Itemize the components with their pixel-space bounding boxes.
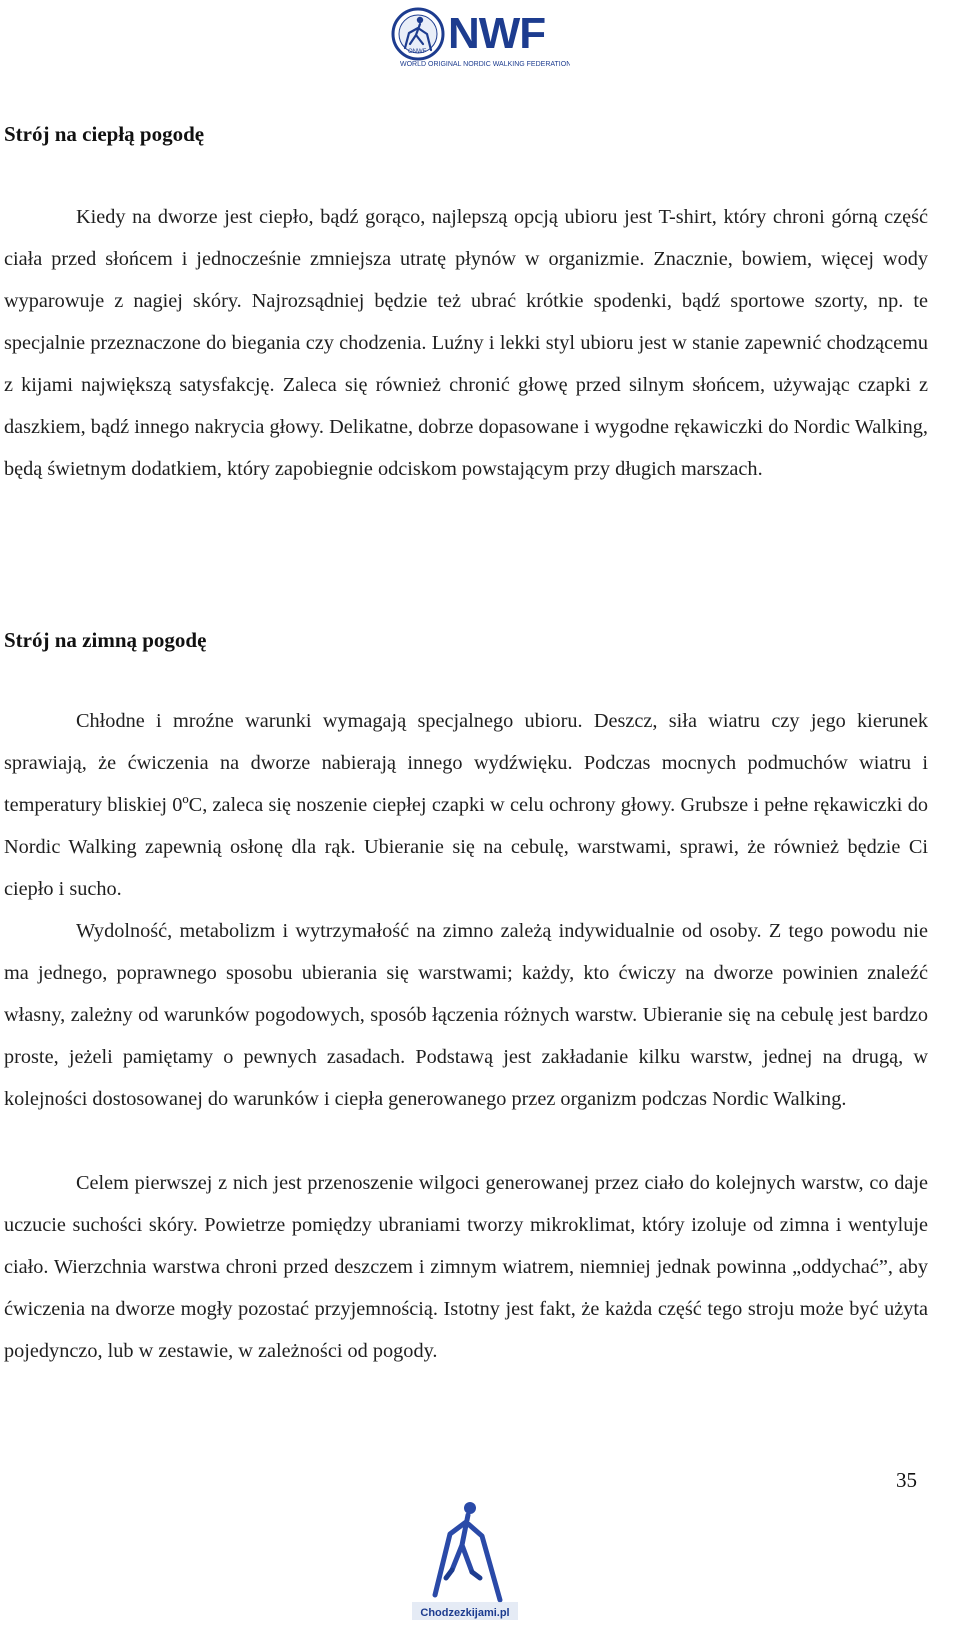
section-heading-cold: Strój na zimną pogodę (4, 628, 207, 652)
logo-mark-text: NWF (448, 9, 546, 58)
section-heading-warm: Strój na ciepłą pogodę (4, 122, 205, 146)
logo-badge-text: ONWF (408, 49, 427, 55)
chodzezkijami-logo (410, 1500, 520, 1622)
paragraph-cold-2: Wydolność, metabolizm i wytrzymałość na zimno zależą indywidualnie od osoby. Z tego powodu nie ma jednego, poprawnego sposobu ubierania się warstwami; każdy, kto ćwiczy na dworze powinien znaleźć własny, zależny od warunków pogodowych, sposób łączenia różnych warstw. Ubieranie się na cebulę jest bardzo proste, jeżeli pamiętamy o pewnych zasadach. Podstawą jest zakładanie kilku warstw, jednej na drugą, w kolejności dostosowanej do warunków i ciepła generowanego przez organizm podczas Nordic Walking. (4, 920, 928, 1110)
paragraph-warm-1: Kiedy na dworze jest ciepło, bądź gorąco, najlepszą opcją ubioru jest T-shirt, który chroni górną część ciała przed słońcem i jednocześnie zmniejsza utratę płynów w organizmie. Znacznie, bowiem, więcej wody wyparowuje z nagiej skóry. Najrozsądniej będzie też ubrać krótkie spodenki, bądź sportowe szorty, np. te specjalnie przeznaczone do biegania czy chodzenia. Luźny i lekki styl ubioru jest w stanie zapewnić chodzącemu z kijami największą satysfakcję. Zaleca się również chronić głowę przed silnym słońcem, używając czapki z daszkiem, bądź innego nakrycia głowy. Delikatne, dobrze dopasowane i wygodne rękawiczki do Nordic Walking, będą świetnym dodatkiem, który zapobiegnie odciskom powstającym przy długich marszach. (4, 206, 928, 480)
logo-caption-text: WORLD ORIGINAL NORDIC WALKING FEDERATION (400, 61, 570, 68)
footer-logo-text: Chodzezkijami.pl (420, 1607, 510, 1619)
paragraph-cold-3: Celem pierwszej z nich jest przenoszenie wilgoci generowanej przez ciało do kolejnych warstw, co daje uczucie suchości skóry. Powietrze pomiędzy ubraniami tworzy mikroklimat, który izoluje od zimna i wentyluje ciało. Wierzchnia warstwa chroni przed deszczem i zimnym wiatrem, niemniej jednak powinna „oddychać”, aby ćwiczenia na dworze mogły pozostać przyjemnością. Istotny jest fakt, że każda część tego stroju może być użyta pojedynczo, lub w zestawie, w zależności od pogody. (4, 1172, 928, 1362)
page-number: 35 (896, 1468, 917, 1492)
paragraph-cold-1: Chłodne i mroźne warunki wymagają specjalnego ubioru. Deszcz, siła wiatru czy jego kierunek sprawiają, że ćwiczenia na dworze nabierają innego wydźwięku. Podczas mocnych podmuchów wiatru i temperatury bliskiej 0ºC, zaleca się noszenie ciepłej czapki w celu ochrony głowy. Grubsze i pełne rękawiczki do Nordic Walking zapewnią osłonę dla rąk. Ubieranie się na cebulę, warstwami, sprawi, że również będzie Ci ciepło i sucho. (4, 710, 928, 900)
nwf-logo (390, 4, 570, 70)
